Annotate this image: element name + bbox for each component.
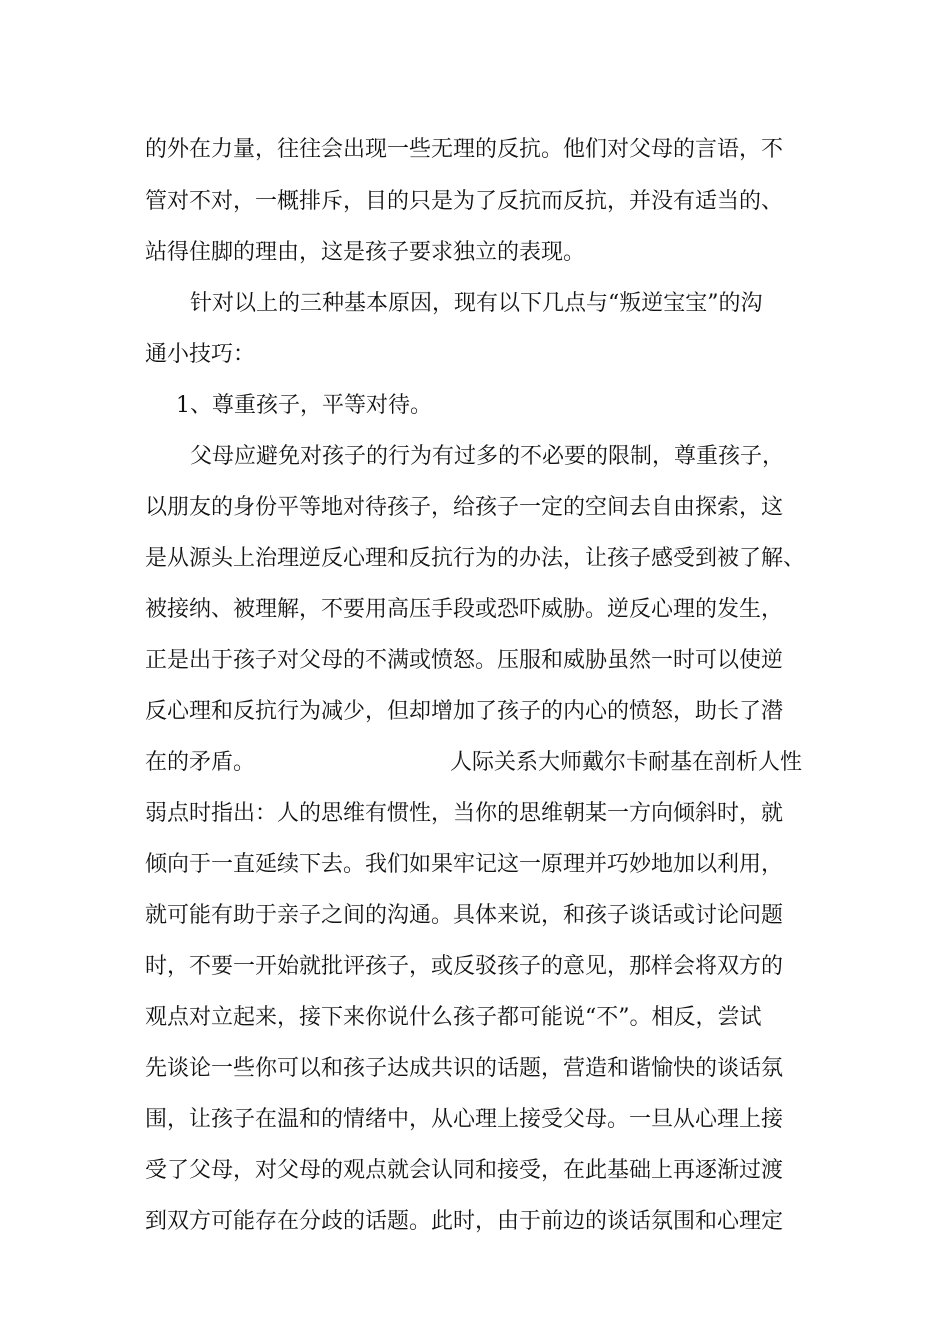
text-line: 以朋友的身份平等地对待孩子，给孩子一定的空间去自由探索，这 [145, 495, 784, 520]
text-line: 反心理和反抗行为减少，但却增加了孩子的内心的愤怒，助长了潜 [145, 699, 784, 724]
text-line: 在的矛盾。 [145, 750, 256, 775]
text-line: 被接纳、被理解，不要用高压手段或恐吓威胁。逆反心理的发生， [145, 597, 784, 622]
text-line: 站得住脚的理由，这是孩子要求独立的表现。 [145, 240, 586, 265]
text-line: 1、尊重孩子，平等对待。 [176, 393, 432, 418]
text-line: 倾向于一直延续下去。我们如果牢记这一原理并巧妙地加以利用， [145, 852, 784, 877]
text-line: 人际关系大师戴尔卡耐基在剖析人性 [450, 750, 803, 775]
text-line: 先谈论一些你可以和孩子达成共识的话题，营造和谐愉快的谈话氛 [145, 1056, 784, 1081]
text-line: 通小技巧： [145, 342, 256, 367]
text-line: 受了父母，对父母的观点就会认同和接受，在此基础上再逐渐过渡 [145, 1158, 784, 1183]
text-line: 弱点时指出：人的思维有惯性，当你的思维朝某一方向倾斜时，就 [145, 801, 784, 826]
text-line: 管对不对，一概排斥，目的只是为了反抗而反抗，并没有适当的、 [145, 189, 784, 214]
text-line: 针对以上的三种基本原因，现有以下几点与“叛逆宝宝”的沟 [190, 291, 763, 316]
text-line: 正是出于孩子对父母的不满或愤怒。压服和威胁虽然一时可以使逆 [145, 648, 784, 673]
text-line: 围，让孩子在温和的情绪中，从心理上接受父母。一旦从心理上接 [145, 1107, 784, 1132]
text-line: 的外在力量，往往会出现一些无理的反抗。他们对父母的言语，不 [145, 137, 784, 162]
text-line: 父母应避免对孩子的行为有过多的不必要的限制，尊重孩子， [190, 444, 785, 469]
text-line: 到双方可能存在分歧的话题。此时，由于前边的谈话氛围和心理定 [145, 1209, 784, 1234]
text-line: 就可能有助于亲子之间的沟通。具体来说，和孩子谈话或讨论问题 [145, 903, 784, 928]
text-line: 时，不要一开始就批评孩子，或反驳孩子的意见，那样会将双方的 [145, 954, 784, 979]
text-line: 是从源头上治理逆反心理和反抗行为的办法，让孩子感受到被了解、 [145, 546, 806, 571]
text-line: 观点对立起来，接下来你说什么孩子都可能说“不”。相反，尝试 [145, 1005, 762, 1030]
